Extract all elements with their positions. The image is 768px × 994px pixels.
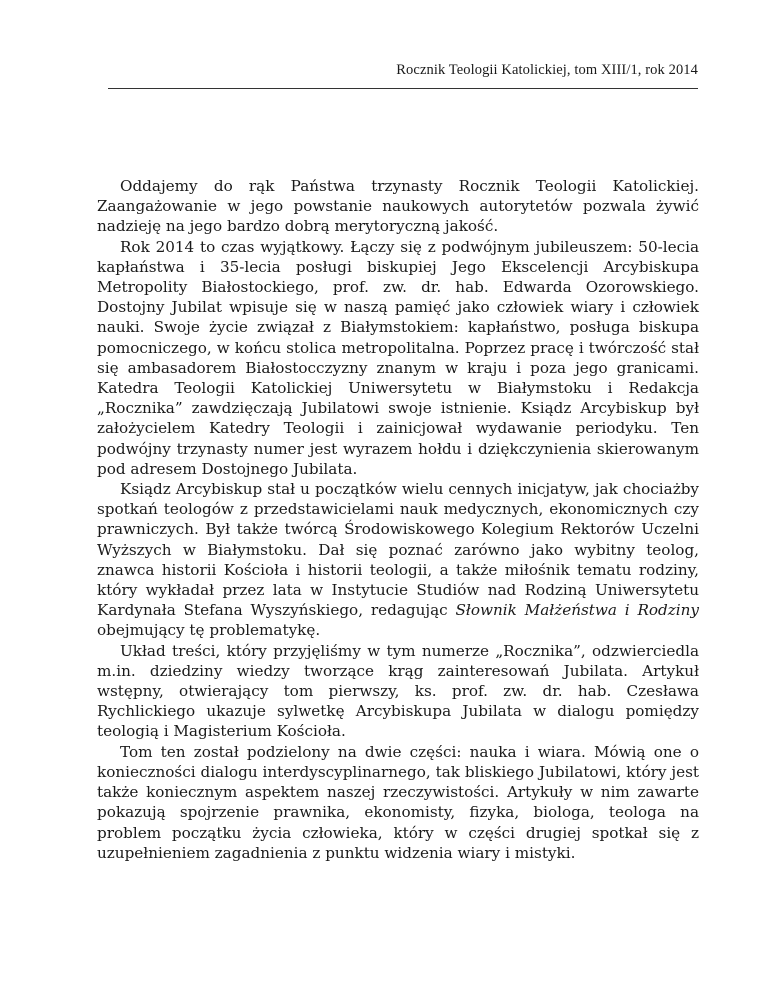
- paragraph-2: Rok 2014 to czas wyjątkowy. Łączy się z podwójnym jubileuszem: 50-lecia kapłaństwa i 35-lecia posługi biskupiej Jego Ekscelencji Arcybiskupa Metropolity Białostockiego, prof. zw. dr. hab. Edwarda Ozorowskiego. Dostojny Jubilat wpisuje się w naszą pamięć jako człowiek wiary i człowiek nauki. Swoje życie związał z Białymstokiem: kapłaństwo, posługa biskupa pomocniczego, w końcu stolica metropolitalna. Poprzez pracę i twórczość stał się ambasadorem Białostocczyzny znanym w kraju i poza jego granicami. Katedra Teologii Katolickiej Uniwersytetu w Białymstoku i Redakcja „Rocznika” zawdzięczają Jubilatowi swoje istnienie. Ksiądz Arcybiskup był założycielem Katedry Teologii i zainicjował wydawanie periodyku. Ten podwójny trzynasty numer jest wyrazem hołdu i dziękczynienia skierowanym pod adresem Dostojnego Jubilata.: [97, 237, 699, 478]
- paragraph-3: [97, 479, 699, 641]
- paragraph-1: Oddajemy do rąk Państwa trzynasty Rocznik Teologii Katolickiej. Zaangażowanie w jego powstanie naukowych autorytetów pozwala żywić nadzieję na jego bardzo dobrą merytoryczną jakość.: [97, 177, 699, 236]
- article-body: [97, 176, 699, 863]
- paragraph-3-text-after: obejmujący tę problematykę.: [97, 621, 321, 640]
- paragraph-3-text-before: Ksiądz Arcybiskup stał u początków wielu cennych inicjatyw, jak chociażby spotkań teologów z przedstawicielami nauk medycznych, ekonomicznych czy prawniczych. Był także twórcą Środowiskowego Kolegium Rektorów Uczelni Wyższych w Białymstoku. Dał się poznać zarówno jako wybitny teolog, znawca historii Kościoła i historii teologii, a także miłośnik tematu rodziny, który wykładał przez lata w Instytucie Studiów nad Rodziną Uniwersytetu Kardynała Stefana Wyszyńskiego, redagując: [97, 480, 699, 620]
- running-header: Rocznik Teologii Katolickiej, tom XIII/1, rok 2014: [108, 62, 698, 89]
- paragraph-4: Układ treści, który przyjęliśmy w tym numerze „Rocznika”, odzwierciedla m.in. dziedziny wiedzy tworzące krąg zainteresowań Jubilata. Artykuł wstępny, otwierający tom pierwszy, ks. prof. zw. dr. hab. Czesława Rychlickiego ukazuje sylwetkę Arcybiskupa Jubilata w dialogu pomiędzy teologią i Magisterium Kościoła.: [97, 641, 699, 741]
- book-title: Słownik Małżeństwa i Rodziny: [455, 601, 699, 620]
- paragraph-5: Tom ten został podzielony na dwie części: nauka i wiara. Mówią one o konieczności dialogu interdyscyplinarnego, tak bliskiego Jubilatowi, który jest także koniecznym aspektem naszej rzeczywistości. Artykuły w nim zawarte pokazują spojrzenie prawnika, ekonomisty, fizyka, biologa, teologa na problem początku życia człowieka, który w części drugiej spotkał się z uzupełnieniem zagadnienia z punktu widzenia wiary i mistyki.: [97, 742, 699, 862]
